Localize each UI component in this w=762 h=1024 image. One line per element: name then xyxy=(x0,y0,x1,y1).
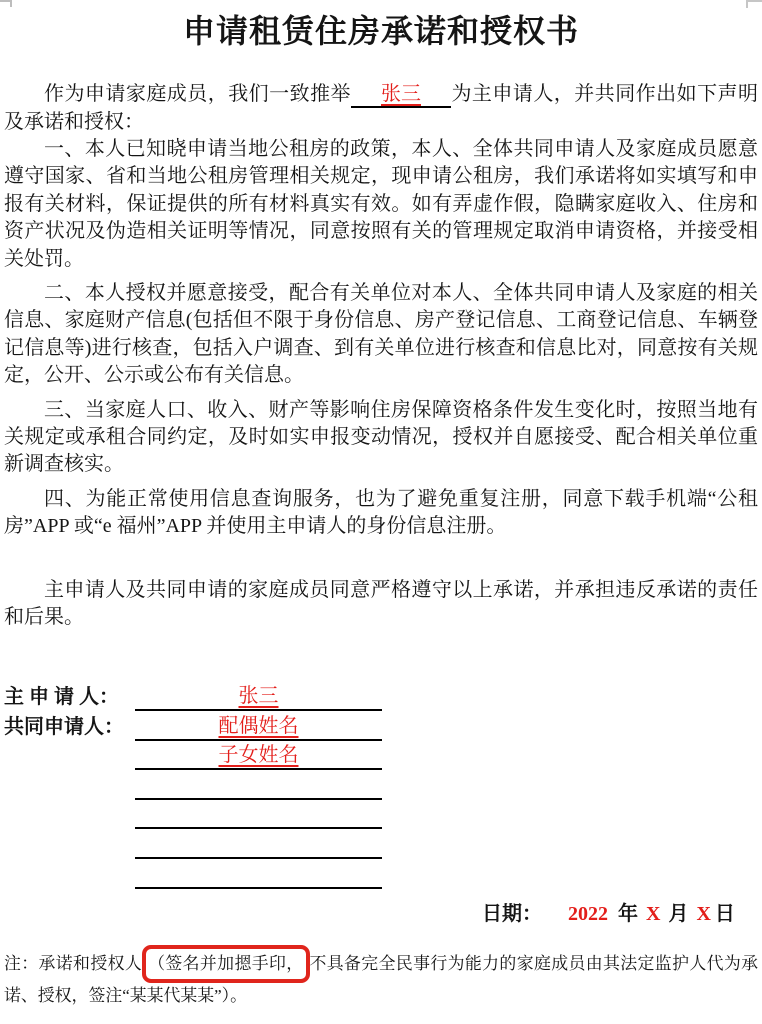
signature-row-main xyxy=(4,682,758,712)
crop-mark-top-left-icon xyxy=(0,0,12,7)
date-month-unit: 月 xyxy=(668,902,689,925)
date-day-value: X xyxy=(696,902,711,925)
footnote-paragraph xyxy=(4,948,758,1013)
signature-row-co-5 xyxy=(4,829,758,859)
signature-row-co-2 xyxy=(4,741,758,771)
main-applicant-name-blank xyxy=(351,83,451,108)
footnote-prefix: 注：承诺和授权人 xyxy=(4,953,143,973)
main-applicant-label: 主 申 请 人： xyxy=(4,686,119,709)
clause-2-paragraph: 二、本人授权并愿意接受，配合有关单位对本人、全体共同申请人及家庭的相关信息、家庭财产信息(包括但不限于身份信息、房产登记信息、工商登记信息、车辆登记信息等)进行核查，包括入户调查、到有关单位进行核查和信息比对，同意按有关规定，公开、公示或公布有关信息。 xyxy=(4,282,758,387)
co-applicant-signature-line-empty xyxy=(135,827,382,829)
signature-row-co-4 xyxy=(4,800,758,830)
clause-3-paragraph: 三、当家庭人口、收入、财产等影响住房保障资格条件发生变化时，按照当地有关规定或承租合同约定，及时如实申报变动情况，授权并自愿接受、配合相关单位重新调查核实。 xyxy=(4,398,758,476)
footnote-suffix: 不具备完全民事行为能力的家庭成员由其法定监护人代为承诺、授权，签注“某某代某某”）。 xyxy=(4,953,759,1006)
signature-row-co-1 xyxy=(4,711,758,741)
clause-1-paragraph: 一、本人已知晓申请当地公租房的政策，本人、全体共同申请人及家庭成员愿意遵守国家、省和当地公租房管理相关规定，现申请公租房，我们承诺将如实填写和申报有关材料，保证提供的所有材料真实有效。如有弄虚作假，隐瞒家庭收入、住房和资产状况及伪造相关证明等情况，同意按照有关的管理规定取消申请资格，并接受相关处罚。 xyxy=(4,138,758,270)
co-applicant-label: 共同申请人： xyxy=(4,715,124,738)
footnote-red-annotation-box xyxy=(142,945,309,983)
clause-4-paragraph: 四、为能正常使用信息查询服务，也为了避免重复注册，同意下载手机端“公租房”APP 或“e 福州”APP 并使用主申请人的身份信息注册。 xyxy=(4,487,758,538)
closing-paragraph: 主申请人及共同申请的家庭成员同意严格遵守以上承诺，并承担违反承诺的责任和后果。 xyxy=(4,578,758,629)
date-year-unit: 年 xyxy=(618,902,638,925)
page-title: 申请租赁住房承诺和授权书 xyxy=(182,13,579,49)
main-applicant-signature-line xyxy=(135,684,382,711)
footnote-boxed-text: （签名并加摁手印， xyxy=(148,953,304,973)
signature-row-co-6 xyxy=(4,859,758,889)
intro-text-before: 作为申请家庭成员，我们一致推举 xyxy=(44,83,351,106)
date-row xyxy=(4,897,758,926)
co-applicant-signature-line xyxy=(135,714,382,741)
co-applicant-signature-line xyxy=(135,743,382,770)
co-applicant-signature-2: 子女姓名 xyxy=(218,744,299,767)
intro-text-after: 为主申请人，并共同作出如下声明及承诺和授权： xyxy=(4,83,758,133)
signature-block xyxy=(4,682,758,889)
intro-paragraph xyxy=(4,81,758,136)
co-applicant-signature-line-empty xyxy=(135,887,382,889)
co-applicant-signature-1: 配偶姓名 xyxy=(218,714,299,737)
signature-row-co-3 xyxy=(4,770,758,800)
date-month-value: X xyxy=(646,902,661,925)
date-day-unit: 日 xyxy=(714,902,735,925)
date-year-value: 2022 xyxy=(568,902,608,925)
co-applicant-signature-line-empty xyxy=(135,798,382,800)
crop-mark-top-right-icon xyxy=(746,0,762,8)
main-applicant-signature: 张三 xyxy=(238,685,279,708)
main-applicant-name-inline: 张三 xyxy=(381,83,421,106)
co-applicant-signature-line-empty xyxy=(135,857,382,859)
date-label: 日期： xyxy=(482,902,542,925)
